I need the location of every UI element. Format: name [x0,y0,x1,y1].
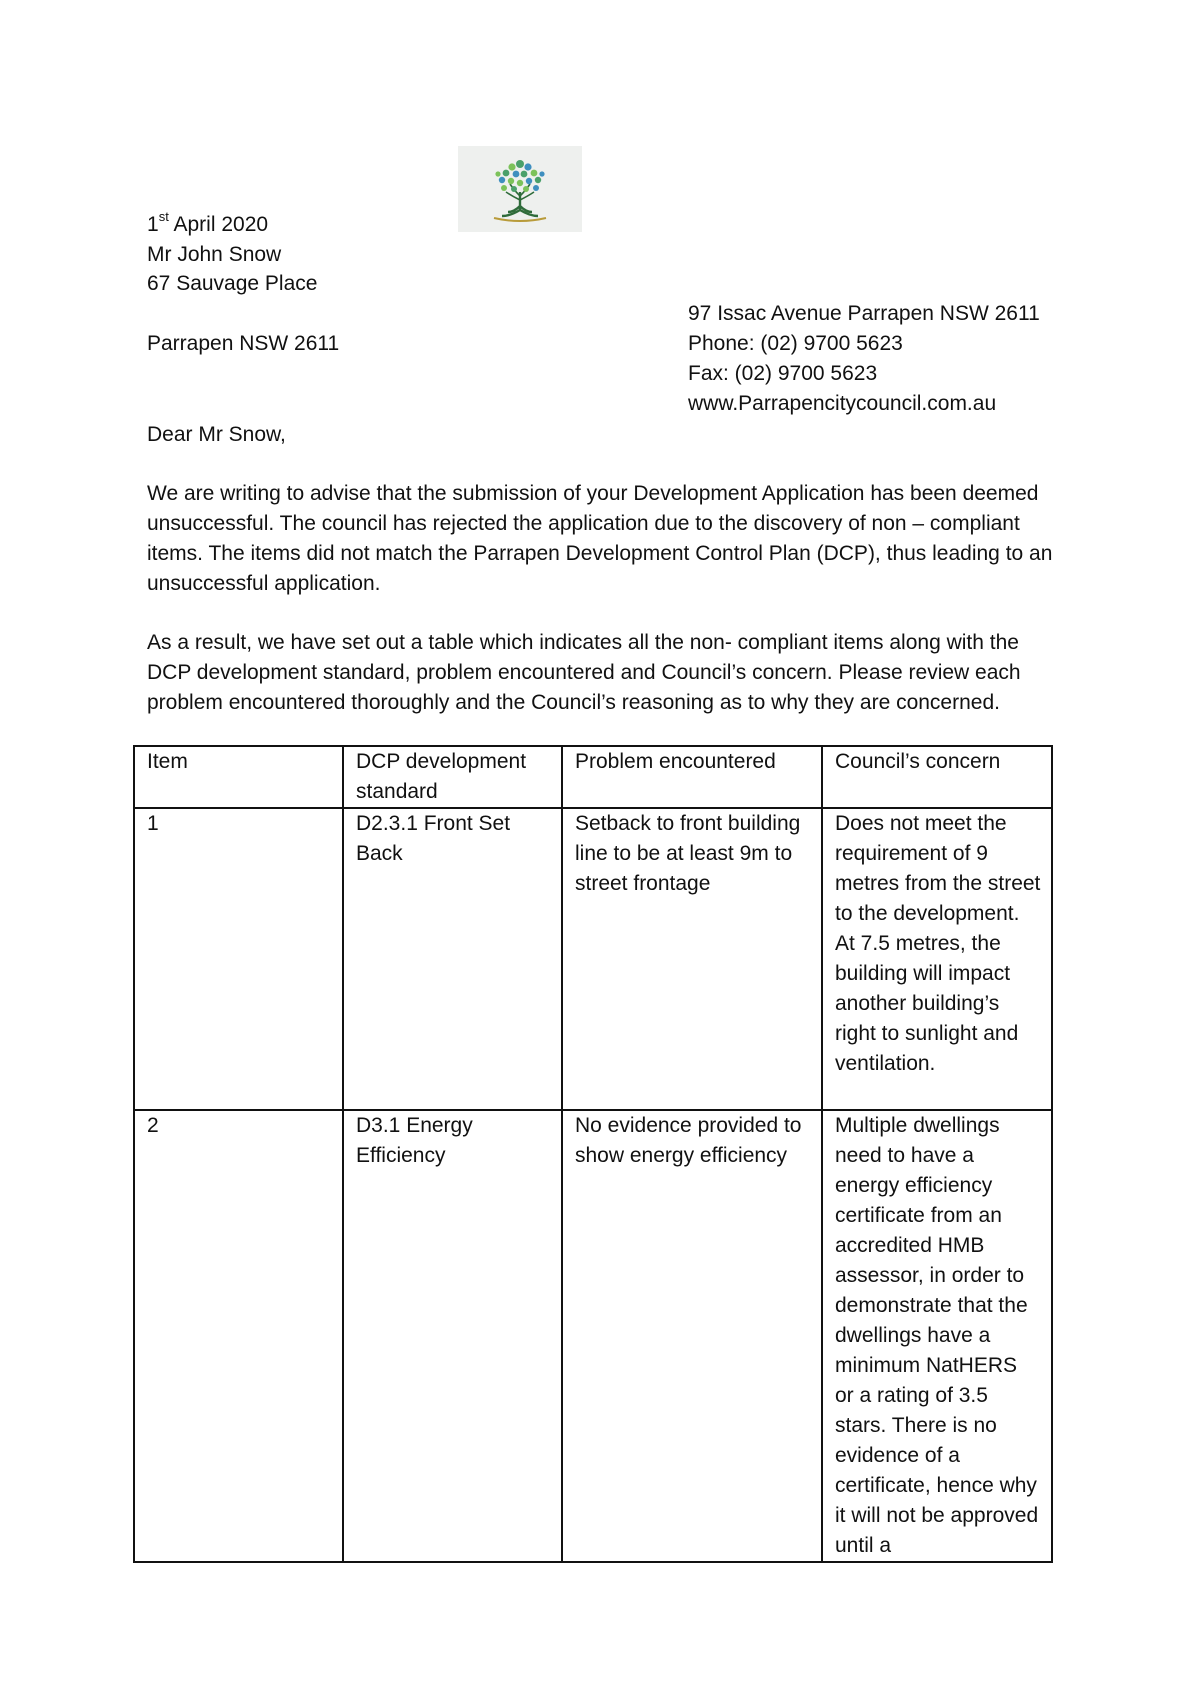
council-fax: Fax: (02) 9700 5623 [688,362,878,385]
header-item: Item [134,746,343,808]
recipient-city: Parrapen NSW 2611 [147,332,340,355]
date-day: 1 [147,213,159,236]
cell-concern: Multiple dwellings need to have a energy efficiency certificate from an accredited HMB assessor, in order to demonstrate that the dwellings have a minimum NatHERS or a rating of 3.5 stars. There is no evidence of a certificate, hence why it will not be approved until a [822,1110,1052,1562]
table-header-row [134,746,1052,808]
cell-item: 2 [134,1110,343,1562]
cell-standard: D2.3.1 Front Set Back [343,808,562,1110]
letter-date [147,210,268,240]
council-phone: Phone: (02) 9700 5623 [688,332,903,355]
date-suffix: st [158,209,169,224]
header-problem: Problem encountered [562,746,822,808]
council-logo [458,146,582,232]
table-row [134,808,1052,1110]
date-rest: April 2020 [168,213,269,236]
cell-problem: No evidence provided to show energy efficiency [562,1110,822,1562]
recipient-street: 67 Sauvage Place [147,272,318,295]
header-concern: Council’s concern [822,746,1052,808]
tree-logo-icon [458,146,582,232]
non-compliant-items-table [133,745,1053,1563]
cell-problem: Setback to front building line to be at least 9m to street frontage [562,808,822,1110]
table-row [134,1110,1052,1562]
body-paragraph: We are writing to advise that the submission of your Development Application has been deemed unsuccessful. The council has rejected the application due to the discovery of non – compliant items. The items did not match the Parrapen Development Control Plan (DCP), thus leading to an unsuccessful application. [147,482,1053,595]
council-website: www.Parrapencitycouncil.com.au [688,392,997,415]
header-dcp-standard: DCP development standard [343,746,562,808]
recipient-name: Mr John Snow [147,243,282,266]
council-address: 97 Issac Avenue Parrapen NSW 2611 [688,302,1040,325]
cell-item: 1 [134,808,343,1110]
cell-standard: D3.1 Energy Efficiency [343,1110,562,1562]
cell-concern: Does not meet the requirement of 9 metres from the street to the development. At 7.5 metres, the building will impact another building’s right to sunlight and ventilation. [822,808,1052,1110]
body-paragraph: As a result, we have set out a table which indicates all the non- compliant items along with the DCP development standard, problem encountered and Council’s concern. Please review each problem encountered thoroughly and the Council’s reasoning as to why they are concerned. [147,631,1021,714]
salutation: Dear Mr Snow, [147,423,286,446]
